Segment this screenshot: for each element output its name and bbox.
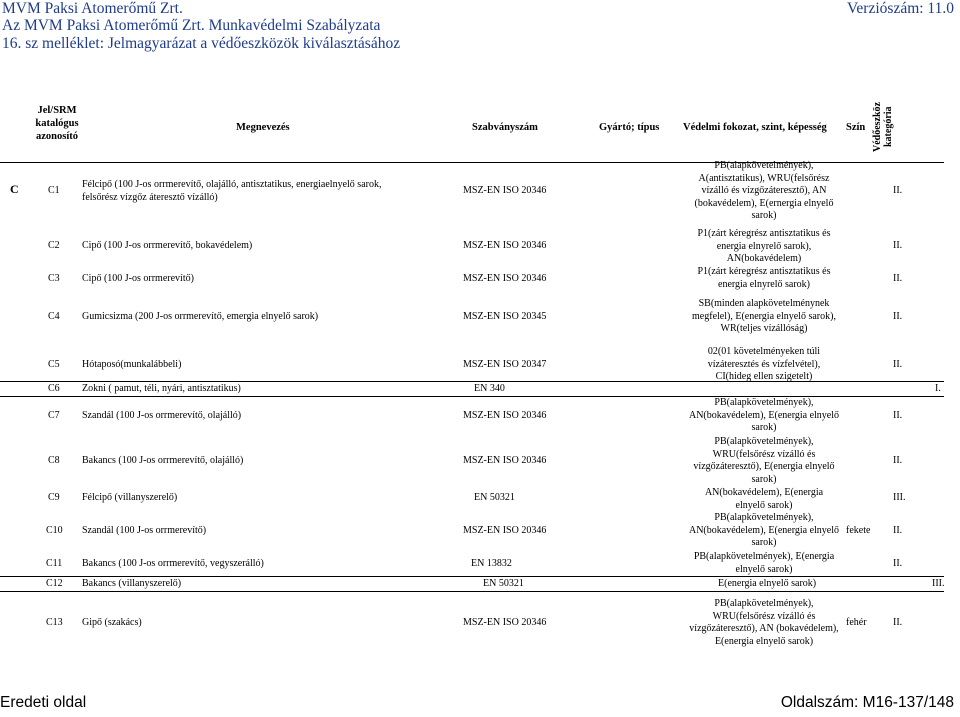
row-name: Szandál (100 J-os orrmerevítő) [82,525,207,536]
row-standard: EN 13832 [471,558,512,569]
row-category: II. [893,558,903,569]
row-category: I. [935,383,941,394]
header-id: Jel/SRM katalógus azonosító [35,105,79,142]
row-divider [0,381,944,382]
row-standard: MSZ-EN ISO 20346 [463,525,547,536]
row-id: C8 [48,455,60,466]
row-id: C10 [46,525,63,536]
row-id: C1 [48,185,60,196]
row-protection: PB(alapkövetelmények), AN(bokavédelem), E(energia elnyelő sarok) [688,512,840,548]
row-category: II. [893,359,903,370]
row-standard: MSZ-EN ISO 20346 [463,273,547,284]
row-name: Bakancs (100 J-os orrmerevítő, olajálló) [82,455,244,466]
row-color: fekete [846,525,871,536]
row-id: C7 [48,410,60,421]
row-id: C11 [46,558,63,569]
row-category: II. [893,455,903,466]
row-color: fehér [846,617,867,628]
row-name: Szandál (100 J-os orrmerevítő, olajálló) [82,410,242,421]
row-category: III. [893,492,906,503]
version-number: Verziószám: 11.0 [846,0,954,17]
row-category: II. [893,311,903,322]
row-standard: MSZ-EN ISO 20347 [463,359,547,370]
header-name: Megnevezés [236,122,290,133]
row-id: C5 [48,359,60,370]
row-protection: E(energia elnyelő sarok) [718,578,817,589]
annex-title: 16. sz melléklet: Jelmagyarázat a védőeszközök kiválasztásához [2,35,401,52]
row-category: III. [932,578,945,589]
footer-original-page: Eredeti oldal [0,694,87,711]
company-name: MVM Paksi Atomerőmű Zrt. [2,0,183,17]
row-id: C9 [48,492,60,503]
row-standard: MSZ-EN ISO 20345 [463,311,547,322]
footer-page-number: Oldalszám: M16-137/148 [780,694,954,711]
row-standard: EN 50321 [474,492,515,503]
row-id: C2 [48,240,60,251]
row-standard: EN 50321 [483,578,524,589]
row-name: Cipő (100 J-os orrmerevítő, bokavédelem) [82,240,253,251]
row-id: C6 [48,383,60,394]
row-divider [0,591,944,592]
row-category: II. [893,240,903,251]
row-category: II. [893,273,903,284]
row-protection: 02(01 követelményeken túli vízáteresztés és vízfelvétel), CI(hideg ellen szigetelt) [707,346,821,382]
row-protection: PB(alapkövetelmények), WRU(felsőrész vízálló és vízgőzáteresztő), AN (bokavédelem), E(energia elnyelő sarok) [689,598,839,647]
row-protection: SB(minden alapkövetelménynek megfelel), E(energia elnyelő sarok), WR(teljes vízállóság) [692,298,836,334]
regulation-title: Az MVM Paksi Atomerőmű Zrt. Munkavédelmi Szabályzata [2,17,381,34]
row-protection: PB(alapkövetelmények), WRU(felsőrész vízálló és vízgőzáteresztő), E(energia elnyelő sarok) [693,436,835,485]
row-name: Gumicsizma (200 J-os orrmerevítő, emergia elnyelő sarok) [82,311,319,322]
row-category: II. [893,410,903,421]
row-name: Félcipő (villanyszerelő) [82,492,178,503]
row-protection: PB(alapkövetelmények), E(energia elnyelő sarok) [693,551,835,575]
row-category: II. [893,185,903,196]
row-standard: MSZ-EN ISO 20346 [463,410,547,421]
row-protection: PB(alapkövetelmények), A(antisztatikus), WRU(felsőrész vízálló és vízgőzáteresztő), AN (bokavédelem), E(ernergia elnyelő sarok) [694,160,834,221]
row-protection: P1(zárt kéregrész antisztatikus és energia elnyrelő sarok) [697,266,831,290]
row-name: Félcipő (100 J-os orrmerevítő, olajálló, antisztatikus, energiaelnyelő sarok, felsőrész vízgőz áteresztő vízálló) [82,179,382,203]
row-standard: EN 340 [474,383,505,394]
row-id: C13 [46,617,63,628]
header-protection: Védelmi fokozat, szint, képesség [683,122,827,133]
row-name: Zokni ( pamut, téli, nyári, antisztatikus) [82,383,241,394]
row-id: C4 [48,311,60,322]
row-name: Gipő (szakács) [82,617,142,628]
row-id: C3 [48,273,60,284]
row-id: C12 [46,578,63,589]
header-color: Szín [846,122,866,133]
row-category: II. [893,617,903,628]
row-category: II. [893,525,903,536]
row-protection: AN(bokavédelem), E(energia elnyelő sarok) [704,487,824,511]
row-divider [0,576,944,577]
row-standard: MSZ-EN ISO 20346 [463,185,547,196]
section-letter: C [10,182,19,196]
row-standard: MSZ-EN ISO 20346 [463,455,547,466]
row-protection: PB(alapkövetelmények), AN(bokavédelem), E(energia elnyelő sarok) [688,397,840,433]
row-name: Cipő (100 J-os orrmerevítő) [82,273,194,284]
row-name: Bakancs (100 J-os orrmerevítő, vegyszerálló) [82,558,264,569]
row-standard: MSZ-EN ISO 20346 [463,617,547,628]
header-maker: Gyártó; típus [599,122,660,133]
row-name: Hótaposó(munkalábbeli) [82,359,182,370]
row-standard: MSZ-EN ISO 20346 [463,240,547,251]
row-name: Bakancs (villanyszerelő) [82,578,182,589]
header-standard: Szabványszám [472,122,538,133]
header-category: Védőeszköz kategória [872,102,894,152]
row-protection: P1(zárt kéregrész antisztatikus és energia elnyrelő sarok), AN(bokavédelem) [697,228,831,264]
